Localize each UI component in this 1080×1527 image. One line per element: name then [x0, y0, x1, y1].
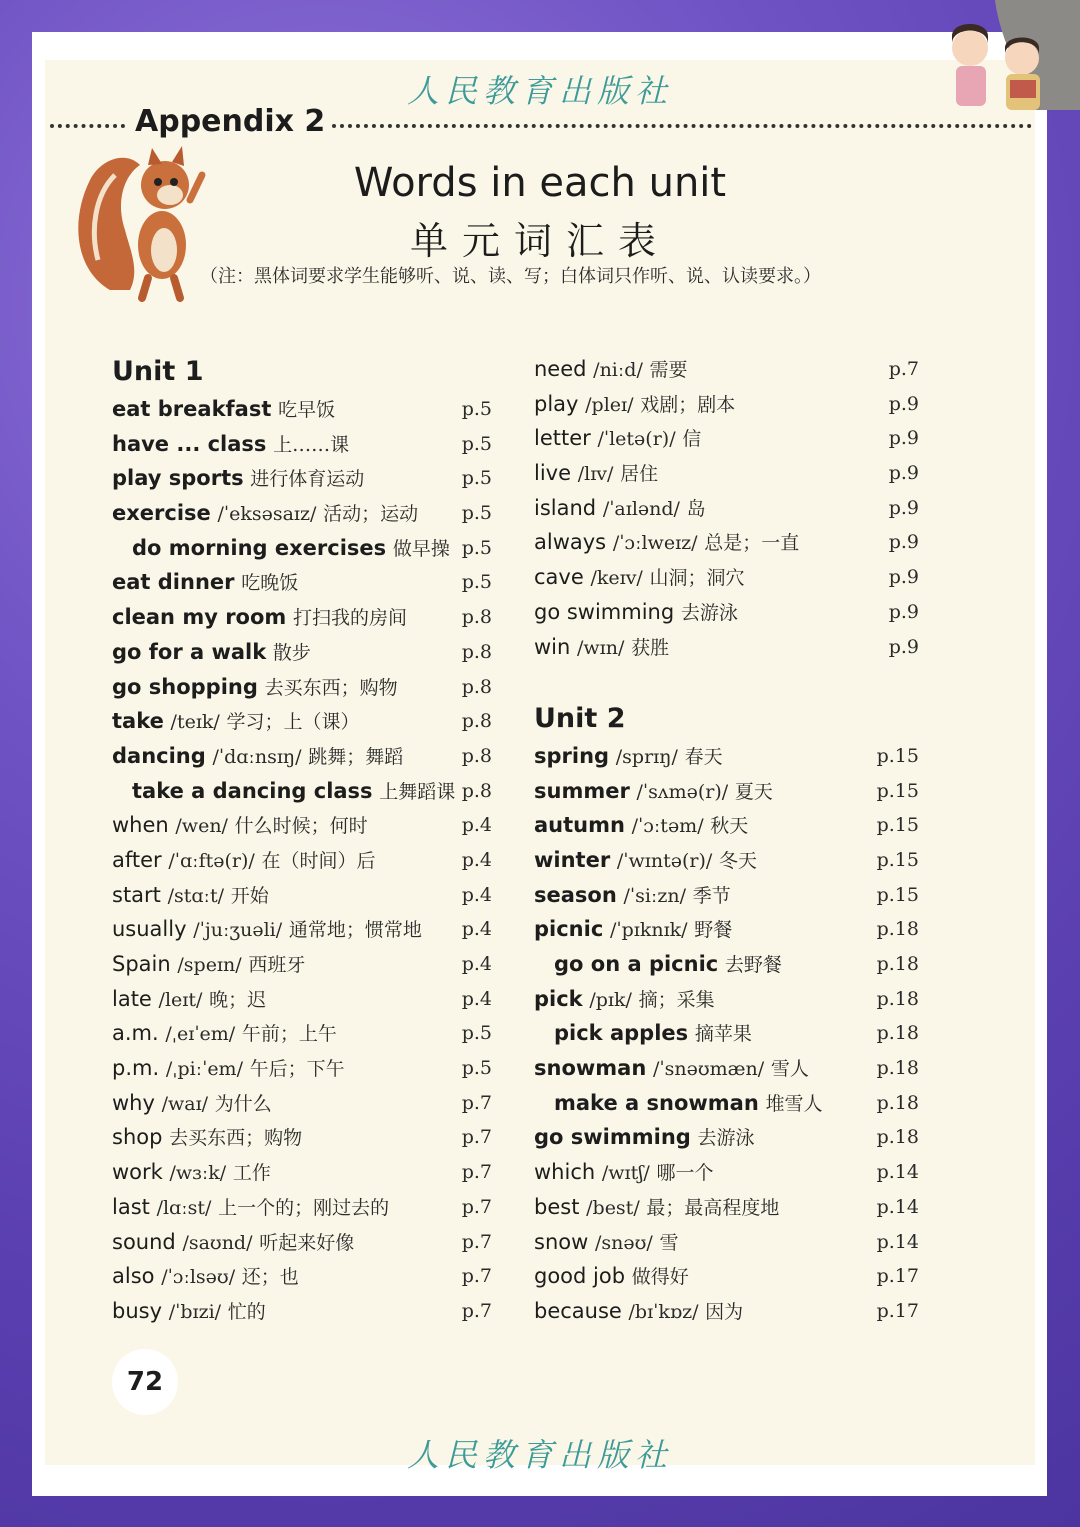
- entry-phonetic: /ˈdɑːnsɪŋ/: [212, 745, 302, 768]
- entry-page-reference: p.14: [876, 1230, 919, 1253]
- entry-phonetic: /ˈaɪlənd/: [602, 497, 680, 520]
- entry-translation: 岛: [686, 497, 706, 520]
- entry-word: picnic: [534, 917, 604, 942]
- entry-phonetic: /bɪˈkɒz/: [628, 1300, 699, 1323]
- entry-translation: 戏剧；剧本: [640, 393, 736, 416]
- vocabulary-entry: [534, 1294, 919, 1329]
- dotted-rule-left: [50, 124, 125, 128]
- entry-translation: 需要: [649, 359, 688, 381]
- entry-word: take a dancing class: [132, 778, 373, 803]
- entry-page-reference: p.14: [876, 1195, 919, 1218]
- entry-word: live: [534, 461, 572, 486]
- appendix-header: [45, 104, 1035, 144]
- vocabulary-entry: [112, 947, 492, 982]
- entry-word: Spain: [112, 952, 171, 976]
- entry-page-reference: p.8: [461, 744, 492, 767]
- entry-translation: 因为: [705, 1300, 744, 1323]
- vocabulary-entry: [534, 1225, 919, 1260]
- vocabulary-column-right: [534, 352, 919, 1329]
- entry-phonetic: /teɪk/: [170, 711, 220, 734]
- entry-page-reference: p.18: [876, 1091, 919, 1114]
- entry-translation: 什么时候；何时: [234, 815, 368, 838]
- entry-page-reference: p.7: [461, 1091, 492, 1114]
- vocabulary-entry: [534, 1259, 919, 1294]
- entry-translation: 打扫我的房间: [292, 607, 407, 630]
- vocabulary-entry: [112, 1259, 492, 1294]
- entry-page-reference: p.4: [461, 918, 492, 941]
- entry-word: letter: [534, 426, 591, 451]
- entry-page-reference: p.5: [461, 536, 492, 559]
- entry-page-reference: p.15: [876, 744, 919, 767]
- vocabulary-entry: [112, 670, 492, 705]
- entry-phonetic: /wɪn/: [577, 636, 625, 659]
- entry-translation: 忙的: [227, 1300, 266, 1323]
- entry-page-reference: p.7: [461, 1230, 492, 1253]
- unit-heading: Unit 2: [534, 702, 626, 734]
- entry-word: eat dinner: [112, 570, 235, 595]
- entry-word: because: [534, 1298, 622, 1323]
- entry-translation: 雪: [659, 1231, 679, 1254]
- entry-phonetic: /waɪ/: [161, 1092, 209, 1115]
- entry-word: go swimming: [534, 1125, 691, 1150]
- vocabulary-entry: [112, 982, 492, 1017]
- entry-translation: 去野餐: [724, 954, 782, 976]
- entry-translation: 野餐: [694, 919, 733, 942]
- entry-translation: 总是；一直: [704, 532, 800, 555]
- entry-word: why: [112, 1090, 155, 1115]
- entry-translation: 季节: [692, 884, 731, 907]
- children-reading-illustration: [940, 0, 1080, 115]
- appendix-title: Appendix 2: [135, 104, 326, 139]
- entry-page-reference: p.5: [461, 432, 492, 455]
- vocabulary-entry: [534, 808, 919, 843]
- entry-word: island: [534, 495, 597, 520]
- entry-translation: 通常地；惯常地: [288, 919, 422, 942]
- entry-page-reference: p.18: [876, 918, 919, 941]
- entry-page-reference: p.4: [461, 953, 492, 975]
- entry-phonetic: /leɪt/: [158, 988, 203, 1011]
- entry-page-reference: p.18: [876, 1022, 919, 1045]
- entry-word: busy: [112, 1298, 163, 1323]
- entry-word: go on a picnic: [554, 952, 719, 976]
- entry-page-reference: p.8: [461, 779, 492, 802]
- entry-phonetic: /ˌpiːˈem/: [165, 1058, 243, 1081]
- entry-word: summer: [534, 778, 630, 803]
- entry-phonetic: /wen/: [175, 815, 228, 838]
- entry-translation: 摘；采集: [638, 988, 715, 1011]
- page-number: 72: [112, 1349, 178, 1415]
- entry-page-reference: p.9: [888, 427, 919, 450]
- entry-phonetic: /ˈɑːftə(r)/: [168, 849, 255, 872]
- entry-translation: 午前；上午: [241, 1023, 337, 1046]
- entry-page-reference: p.5: [461, 1022, 492, 1045]
- entry-page-reference: p.7: [461, 1265, 492, 1288]
- entry-page-reference: p.9: [888, 462, 919, 485]
- entry-page-reference: p.7: [461, 1299, 492, 1322]
- entry-word: good job: [534, 1264, 626, 1289]
- entry-word: pick apples: [554, 1021, 689, 1046]
- vocabulary-entry: [112, 1190, 492, 1225]
- spacer: [534, 664, 919, 699]
- entry-page-reference: p.5: [461, 467, 492, 490]
- entry-translation: 居住: [620, 463, 659, 486]
- entry-page-reference: p.5: [461, 571, 492, 594]
- entry-word: go shopping: [112, 674, 258, 699]
- vocabulary-entry: [112, 635, 492, 670]
- entry-word: start: [112, 882, 161, 907]
- entry-word: make a snowman: [554, 1090, 759, 1115]
- entry-page-reference: p.17: [876, 1265, 919, 1288]
- entry-word: dancing: [112, 743, 206, 768]
- usage-note: （注：黑体词要求学生能够听、说、读、写；白体词只作听、说、认读要求。）: [200, 266, 821, 287]
- entry-page-reference: p.15: [876, 848, 919, 871]
- entry-translation: 获胜: [631, 636, 670, 659]
- entry-translation: 做得好: [631, 1266, 689, 1289]
- entry-page-reference: p.8: [461, 675, 492, 698]
- entry-phonetic: /ˈɔːlsəʊ/: [161, 1266, 236, 1289]
- entry-translation: 在（时间）后: [261, 849, 376, 872]
- vocabulary-entry: [112, 392, 492, 427]
- entry-phonetic: /ˈbɪzi/: [168, 1300, 222, 1323]
- vocabulary-entry: [534, 912, 919, 947]
- entry-word: take: [112, 709, 164, 734]
- entry-phonetic: /ˈsnəʊmæn/: [652, 1058, 765, 1081]
- entry-word: clean my room: [112, 605, 287, 630]
- entry-word: go swimming: [534, 599, 675, 624]
- vocabulary-entry: [534, 525, 919, 560]
- vocabulary-entry: [112, 1294, 492, 1329]
- entry-word: have ... class: [112, 431, 267, 456]
- entry-translation: 做早操: [392, 537, 450, 560]
- entry-phonetic: /lɑːst/: [156, 1196, 212, 1219]
- entry-phonetic: /keɪv/: [590, 567, 643, 590]
- entry-phonetic: /ˈɔːlweɪz/: [612, 532, 698, 555]
- vocabulary-entry: [534, 560, 919, 595]
- entry-phonetic: /stɑːt/: [167, 884, 224, 907]
- entry-phonetic: /ˈeksəsaɪz/: [217, 503, 317, 526]
- vocabulary-entry: [534, 1016, 919, 1051]
- vocabulary-entry: [112, 427, 492, 462]
- entry-translation: 哪一个: [656, 1162, 714, 1185]
- vocabulary-entry: [112, 600, 492, 635]
- entry-word: cave: [534, 565, 584, 590]
- entry-phonetic: /sprɪŋ/: [615, 745, 678, 768]
- entry-word: eat breakfast: [112, 397, 272, 421]
- vocabulary-entry: [534, 1155, 919, 1190]
- entry-word: work: [112, 1160, 163, 1185]
- entry-page-reference: p.5: [461, 1057, 492, 1080]
- entry-page-reference: p.18: [876, 953, 919, 975]
- entry-word: snow: [534, 1229, 589, 1254]
- vocabulary-entry: [112, 912, 492, 947]
- entry-word: play sports: [112, 466, 244, 491]
- entry-page-reference: p.9: [888, 531, 919, 554]
- entry-page-reference: p.17: [876, 1299, 919, 1322]
- vocabulary-entry: [112, 1051, 492, 1086]
- vocabulary-entry: [534, 739, 919, 774]
- vocabulary-entry: [534, 843, 919, 878]
- entry-translation: 吃早饭: [278, 399, 336, 421]
- entry-page-reference: p.4: [461, 848, 492, 871]
- entry-page-reference: p.8: [461, 710, 492, 733]
- entry-page-reference: p.9: [888, 496, 919, 519]
- entry-phonetic: /ˈsʌmə(r)/: [636, 780, 729, 803]
- entry-phonetic: /saʊnd/: [182, 1231, 253, 1254]
- vocabulary-entry: [112, 1016, 492, 1051]
- entry-phonetic: /snəʊ/: [594, 1231, 653, 1254]
- entry-phonetic: /pɪk/: [589, 988, 632, 1011]
- entry-page-reference: p.18: [876, 1057, 919, 1080]
- vocabulary-entry: [534, 1120, 919, 1155]
- entry-translation: 进行体育运动: [250, 468, 365, 491]
- entry-word: autumn: [534, 813, 625, 838]
- vocabulary-entry: [112, 1120, 492, 1155]
- entry-phonetic: /ˌeɪˈem/: [165, 1023, 236, 1046]
- entry-page-reference: p.8: [461, 640, 492, 663]
- entry-word: late: [112, 986, 152, 1011]
- entry-translation: 活动；运动: [323, 503, 419, 526]
- vocabulary-entry: [112, 739, 492, 774]
- entry-phonetic: /ˈsiːzn/: [623, 884, 686, 907]
- entry-word: best: [534, 1194, 580, 1219]
- vocabulary-entry: [112, 1086, 492, 1121]
- publisher-logo-bottom: 人民教育出版社: [406, 1436, 673, 1474]
- entry-phonetic: /pleɪ/: [585, 393, 634, 416]
- entry-page-reference: p.18: [876, 1126, 919, 1149]
- entry-page-reference: p.4: [461, 814, 492, 837]
- entry-phonetic: /lɪv/: [577, 463, 614, 486]
- entry-translation: 秋天: [710, 815, 749, 838]
- page-title-english: Words in each unit: [353, 160, 727, 206]
- vocabulary-entry: [112, 704, 492, 739]
- entry-page-reference: p.8: [461, 606, 492, 629]
- vocabulary-entry: [534, 982, 919, 1017]
- entry-word: winter: [534, 847, 611, 872]
- entry-phonetic: /wɪtʃ/: [601, 1162, 650, 1185]
- entry-translation: 雪人: [770, 1058, 809, 1081]
- vocabulary-entry: [534, 595, 919, 630]
- entry-page-reference: p.15: [876, 883, 919, 906]
- entry-page-reference: p.14: [876, 1161, 919, 1184]
- entry-translation: 上……课: [273, 433, 350, 456]
- entry-translation: 去买东西；购物: [264, 676, 398, 699]
- entry-word: which: [534, 1160, 596, 1185]
- entry-word: exercise: [112, 501, 211, 526]
- entry-translation: 为什么: [214, 1092, 272, 1115]
- entry-phonetic: /ˈletə(r)/: [597, 428, 676, 451]
- entry-word: go for a walk: [112, 639, 267, 664]
- entry-translation: 吃晚饭: [241, 572, 299, 595]
- entry-translation: 晚；迟: [209, 988, 267, 1011]
- vocabulary-entry: [112, 878, 492, 913]
- entry-word: always: [534, 530, 607, 555]
- entry-translation: 工作: [232, 1162, 271, 1185]
- entry-phonetic: /wɜːk/: [169, 1162, 227, 1185]
- entry-phonetic: /ˈjuːʒuəli/: [193, 919, 283, 942]
- vocabulary-entry: [534, 421, 919, 456]
- entry-translation: 西班牙: [248, 954, 306, 976]
- entry-word: season: [534, 882, 617, 907]
- entry-translation: 去游泳: [697, 1127, 755, 1150]
- entry-translation: 跳舞；舞蹈: [308, 745, 404, 768]
- entry-translation: 最；最高程度地: [646, 1196, 780, 1219]
- entry-translation: 开始: [230, 884, 269, 907]
- entry-translation: 去买东西；购物: [169, 1127, 303, 1150]
- vocabulary-column-left: [112, 352, 492, 1329]
- entry-page-reference: p.7: [888, 358, 919, 380]
- entry-translation: 去游泳: [680, 601, 738, 624]
- entry-word: pick: [534, 986, 583, 1011]
- entry-word: also: [112, 1264, 155, 1289]
- entry-word: a.m.: [112, 1021, 159, 1046]
- entry-translation: 听起来好像: [259, 1231, 355, 1254]
- entry-word: p.m.: [112, 1056, 160, 1081]
- entry-page-reference: p.15: [876, 779, 919, 802]
- vocabulary-entry: [112, 496, 492, 531]
- vocabulary-entry: [112, 1225, 492, 1260]
- entry-translation: 信: [682, 428, 702, 451]
- vocabulary-entry: [534, 387, 919, 422]
- entry-translation: 上一个的；刚过去的: [218, 1196, 390, 1219]
- entry-word: after: [112, 847, 162, 872]
- entry-translation: 午后；下午: [249, 1058, 345, 1081]
- vocabulary-entry: [112, 774, 492, 809]
- vocabulary-entry: [112, 843, 492, 878]
- vocabulary-entry: [534, 352, 919, 387]
- entry-page-reference: p.15: [876, 814, 919, 837]
- entry-translation: 学习；上（课）: [226, 711, 360, 734]
- unit-heading: Unit 1: [112, 356, 204, 387]
- page-title-chinese: 单元词汇表: [409, 219, 670, 263]
- vocabulary-entry: [534, 1051, 919, 1086]
- entry-phonetic: /ˈpɪknɪk/: [609, 919, 688, 942]
- entry-word: do morning exercises: [132, 535, 387, 560]
- entry-page-reference: p.5: [461, 398, 492, 420]
- entry-word: spring: [534, 743, 610, 768]
- entry-phonetic: /best/: [586, 1196, 640, 1219]
- entry-page-reference: p.9: [888, 600, 919, 623]
- entry-page-reference: p.9: [888, 635, 919, 658]
- entry-page-reference: p.7: [461, 1161, 492, 1184]
- vocabulary-entry: [534, 630, 919, 665]
- vocabulary-entry: [534, 878, 919, 913]
- entry-word: shop: [112, 1125, 163, 1150]
- vocabulary-entry: [534, 456, 919, 491]
- entry-page-reference: p.4: [461, 883, 492, 906]
- vocabulary-entry: [112, 565, 492, 600]
- entry-translation: 上舞蹈课: [379, 780, 456, 803]
- entry-phonetic: /ˈɔːtəm/: [631, 815, 704, 838]
- entry-translation: 散步: [272, 641, 311, 664]
- publisher-logo-top: 人民教育出版社: [406, 72, 673, 110]
- entry-word: sound: [112, 1229, 176, 1254]
- vocabulary-entry: [534, 947, 919, 982]
- vocabulary-entry: [112, 808, 492, 843]
- entry-page-reference: p.9: [888, 392, 919, 415]
- entry-word: win: [534, 634, 571, 659]
- entry-translation: 堆雪人: [765, 1092, 823, 1115]
- entry-phonetic: /ˈwɪntə(r)/: [616, 849, 713, 872]
- entry-page-reference: p.9: [888, 566, 919, 589]
- entry-word: snowman: [534, 1056, 647, 1081]
- entry-word: when: [112, 813, 169, 838]
- entry-page-reference: p.7: [461, 1195, 492, 1218]
- entry-translation: 山洞；洞穴: [649, 567, 745, 590]
- entry-word: play: [534, 391, 579, 416]
- entry-word: need: [534, 357, 587, 381]
- vocabulary-entry: [112, 531, 492, 566]
- entry-word: last: [112, 1194, 150, 1219]
- vocabulary-entry: [534, 1086, 919, 1121]
- vocabulary-entry: [534, 774, 919, 809]
- entry-translation: 还；也: [241, 1266, 299, 1289]
- entry-translation: 夏天: [734, 780, 773, 803]
- entry-translation: 春天: [684, 745, 723, 768]
- entry-word: usually: [112, 917, 187, 942]
- vocabulary-entry: [112, 461, 492, 496]
- entry-phonetic: /speɪn/: [177, 954, 242, 976]
- entry-page-reference: p.18: [876, 987, 919, 1010]
- entry-page-reference: p.5: [461, 502, 492, 525]
- dotted-rule-right: [332, 124, 1032, 128]
- entry-translation: 摘苹果: [694, 1023, 752, 1046]
- entry-page-reference: p.4: [461, 987, 492, 1010]
- entry-translation: 冬天: [718, 849, 757, 872]
- entry-page-reference: p.7: [461, 1126, 492, 1149]
- entry-phonetic: /niːd/: [593, 359, 643, 381]
- vocabulary-entry: [534, 1190, 919, 1225]
- vocabulary-entry: [112, 1155, 492, 1190]
- vocabulary-entry: [534, 491, 919, 526]
